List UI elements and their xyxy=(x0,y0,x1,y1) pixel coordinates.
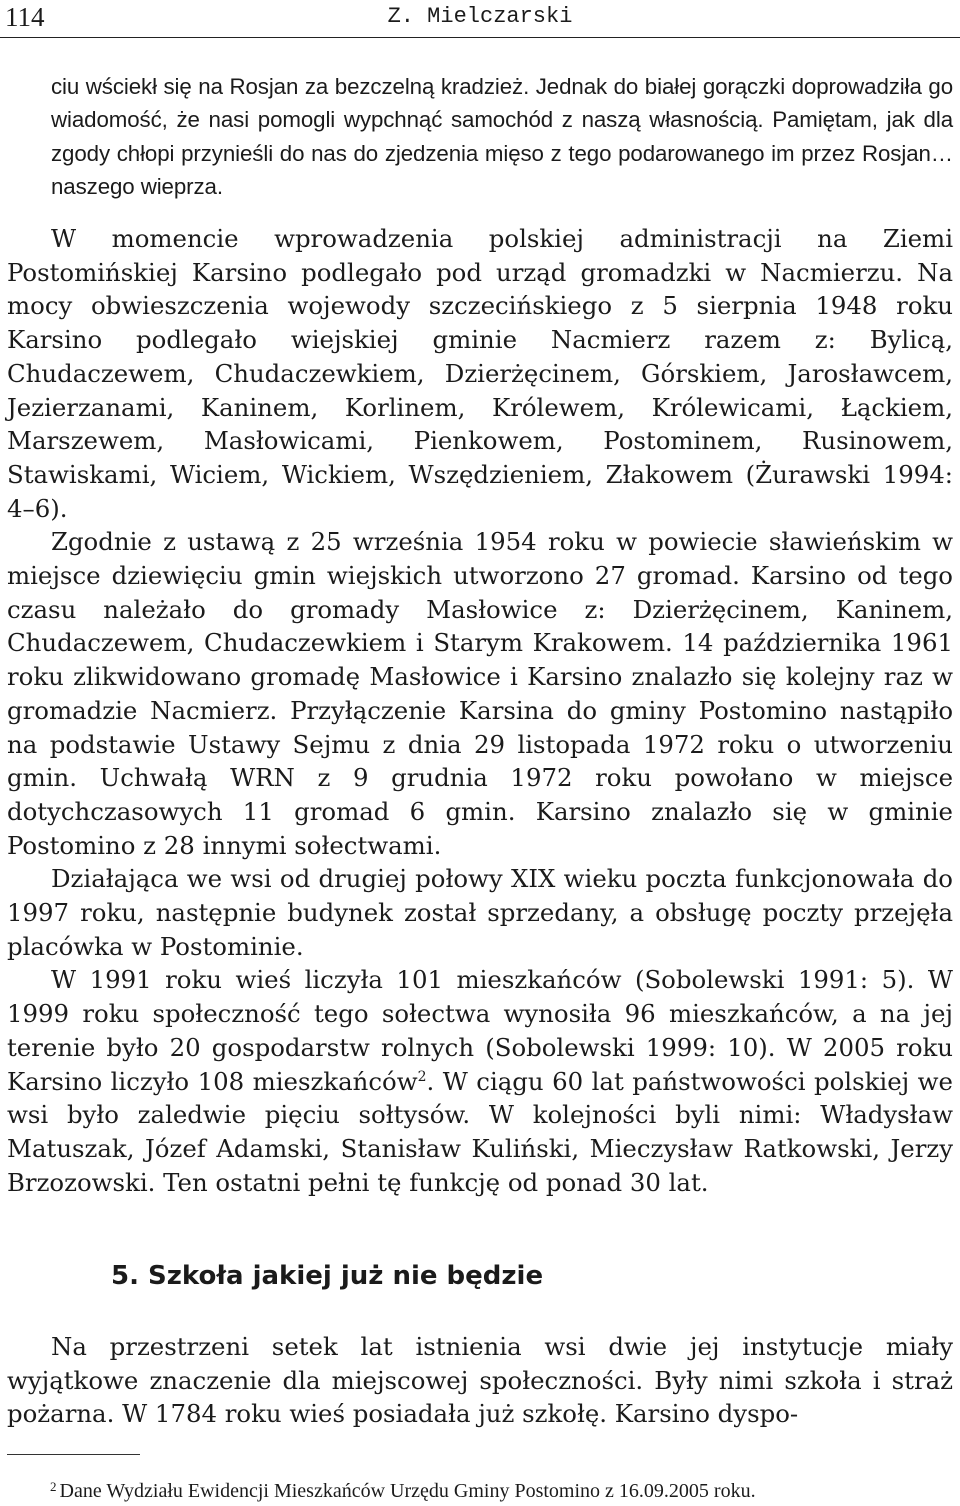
footnote xyxy=(50,1474,960,1504)
page-header xyxy=(0,0,960,38)
running-head-author: Z. Mielczarski xyxy=(387,4,573,29)
section-heading: 5. Szkoła jakiej już nie będzie xyxy=(111,1261,544,1291)
paragraph-population xyxy=(7,963,953,1199)
paragraph-population-part1: W 1991 roku wieś liczyła 101 mieszkańców (Sobolewski 1991: 5). W 1999 roku społeczność tego sołectwa wynosiła 96 mieszkańców, a na jej terenie było 20 gospodarstw rolnych (Sobolewski 1999: 10). W 2005 roku Karsino liczyło 108 mieszkańców xyxy=(7,965,953,1096)
paragraph-post-office: Działająca we wsi od drugiej połowy XIX wieku poczta funkcjonowała do 1997 roku, następnie budynek został sprzedany, a obsługę poczty przejęła placówka w Postominie. xyxy=(7,864,953,961)
paragraph-administration: W momencie wprowadzenia polskiej administracji na Ziemi Postomińskiej Karsino podlegało pod urząd gromadzki w Nacmierzu. Na mocy obwieszczenia wojewody szczecińskiego z 5 sierpnia 1948 roku Karsino podlegało wiejskiej gminie Nacmierz razem z: Bylicą, Chudaczewem, Chudaczewkiem, Dzierżęcinem, Górskiem, Jarosławcem, Jezierzanami, Kaninem, Korlinem, Królewem, Królewicami, Łąckiem, Marszewem, Masłowicami, Pienkowem, Postominem, Rusinowem, Stawiskami, Wiciem, Wickiem, Wszędzieniem, Złakowem (Żurawski 1994: 4–6). xyxy=(7,224,953,523)
paragraph-school: Na przestrzeni setek lat istnienia wsi dwie jej instytucje miały wyjątkowe znaczenie dla miejscowej społeczności. Były nimi szkoła i straż pożarna. W 1784 roku wieś posiadała już szkołę. Karsino dyspo- xyxy=(7,1332,953,1429)
paragraph-gromady: Zgodnie z ustawą z 25 września 1954 roku w powiecie sławieńskim w miejsce dziewięciu gmin wiejskich utworzono 27 gromad. Karsino od tego czasu należało do gromady Masłowice z: Dzierżęcinem, Kaninem, Chudaczewem, Chudaczewkiem i Starym Krakowem. 14 października 1961 roku zlikwidowano gromadę Masłowice i Karsino znalazło się kolejny raz w gromadzie Nacmierz. Przyłączenie Karsina do gminy Postomino nastąpiło na podstawie Ustawy Sejmu z dnia 29 listopada 1972 roku o utworzeniu gmin. Uchwałą WRN z 9 grudnia 1972 roku powołano w miejsce dotychczasowych 11 gromad 6 gmin. Karsino znalazło się w gminie Postomino z 28 innymi sołectwami. xyxy=(7,527,953,860)
quoted-passage-text: ciu wściekł się na Rosjan za bezczelną kradzież. Jednak do białej gorączki doprowadziła go wiadomość, że nasi pomogli wypchnąć samochód z naszą własnością. Pamiętam, jak dla zgody chłopi przynieśli do nas do zjedzenia mięso z tego podarowanego im przez Rosjan… naszego wieprza. xyxy=(51,74,953,199)
header-rule xyxy=(0,37,960,38)
footnote-reference: 2 xyxy=(417,1068,427,1085)
paragraph-population-part2: . W ciągu 60 lat państwowości polskiej we wsi było zaledwie pięciu sołtysów. W kolejności byli nimi: Władysław Matuszak, Józef Adamski, Stanisław Kuliński, Mieczysław Ratkowski, Jerzy Brzozowski. Ten ostatni pełni tę funkcję od ponad 30 lat. xyxy=(7,1066,953,1197)
quoted-passage xyxy=(51,70,953,203)
footnote-number: 2 xyxy=(50,1479,57,1494)
footnote-text: Dane Wydziału Ewidencji Mieszkańców Urzędu Gminy Postomino z 16.09.2005 roku. xyxy=(59,1480,756,1502)
page-number: 114 xyxy=(5,2,45,32)
body-text xyxy=(7,222,953,1199)
section-body xyxy=(7,1330,953,1431)
footnote-rule xyxy=(7,1454,140,1455)
